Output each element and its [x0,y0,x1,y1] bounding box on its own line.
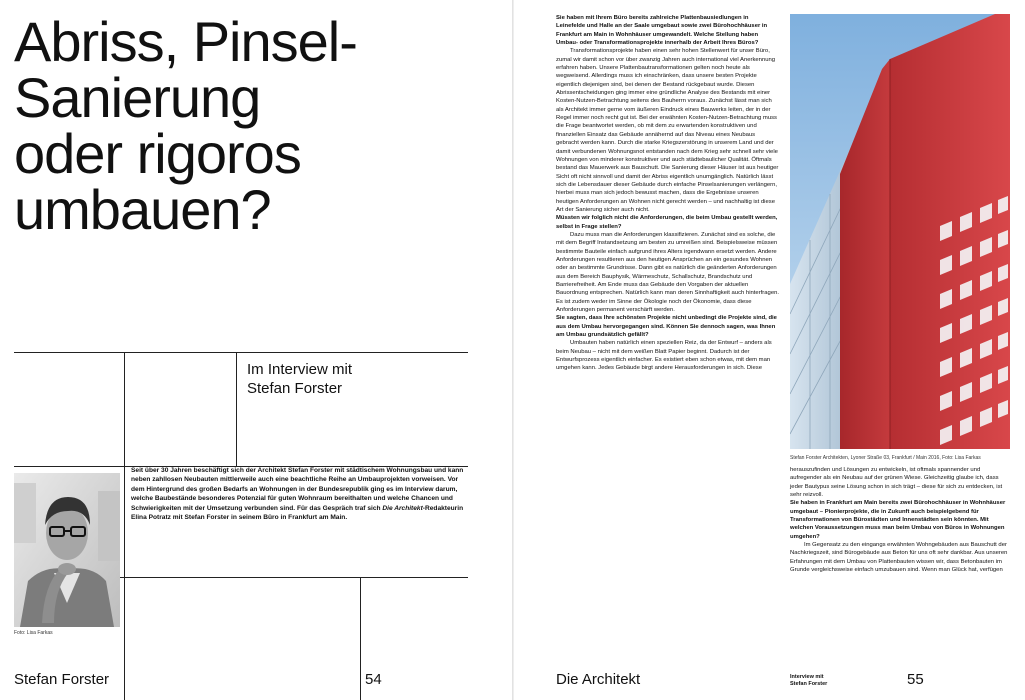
article-column-2 [790,466,1010,574]
interview-label [247,360,457,398]
page-number-left: 54 [365,671,382,688]
interview-label-line-2: Stefan Forster [247,380,343,397]
interview-answer: Umbauten haben natürlich einen speziellen Reiz, da der Entwurf – anders als beim Neubau – nicht mit dem weißen Blatt Papier beginnt. Dadurch ist der Entwurfsprozess eigentlich einfacher. Es existiert eben schon etwas, mit dem man umgehen kann. Jedes Gebäude birgt andere Herausforderungen in sich. Diese [556,340,772,372]
headline-line-2: Sanierung [14,66,261,129]
footer-magazine: Die Architekt [556,671,641,688]
footer-interview [790,674,827,687]
interview-label-line-1: Im Interview mit [247,361,353,378]
article-column-1 [556,14,779,373]
headline-line-3: oder rigoros [14,122,301,185]
footer-interview-line-2: Stefan Forster [790,680,828,687]
grid-rule-left [124,352,125,700]
headline-line-4: umbauen? [14,178,271,241]
interview-answer: Dazu muss man die Anforderungen klassifizieren. Zunächst sind es solche, die mit dem Begriff Instandsetzung am besten zu umreißen sind. Beispielsweise müssen bestimmte Bauteile einfach aufgrund ihres Alters irgendwann ersetzt werden. Andere Anforderungen resultieren aus den heutigen Ansprüchen an ein gesundes Wohnen oder an bestimmte Grundrisse. Dann gibt es natürlich die geänderten Anforderungen aus dem Bereich Bauphysik, Wärmeschutz, Schallschutz, Brandschutz und Barrierefreiheit. Am Ende muss das Gebäude den Vorgaben der aktuellen Bauordnung entsprechen. Natürlich kann man deren Sinnhaftigkeit auch hinterfragen. Es ist zudem weder im Sinne der Ökologie noch der Ökonomie, dass diese Anforderungen permanent verschärft werden. [556,231,780,314]
interview-answer: Transformationsprojekte haben einen sehr hohen Stellenwert für unser Büro, zumal wir damit schon vor über zwanzig Jahren auch international viel Anerkennung erfahren haben. Unsere Plattenbautransformationen gelten noch heute als wegweisend. Allerdings muss ich einschränken, dass unsere besten Projekte eigentlich diejenigen sind, bei denen der Bestand rückgebaut wurde. Diesen Abrissentscheidungen ging immer eine gründliche Analyse des Bestands mit einer Kosten-Nutzen-Betrachtung seitens des Bauherrn voraus. Zunächst lässt man sich als Architekt immer gerne vom äußeren Eindruck eines Bauwerks leiten, der in der Regel immer noch recht gut ist. Bei der erwähnten Kosten-Nutzen-Betrachtung muss die Frage beantwortet werden, ob mit dem zu erwartenden konstruktiven und finanziellen Einsatz das Gebäude annähernd auf das Niveau eines Neubaus gebracht werden kann. Durch die starke Kriegszerstörung in unserem Land und der damit verbundenen Wohnungsnot entstanden nach dem Krieg sehr schnell sehr viele Wohnungen von minderer konstruktiver und auch städtebaulicher Qualität. Öftmals bestand das Mauerwerk aus Bauschutt. Die Sanierung dieser Häuser ist aus heutiger Sicht oft nicht sinnvoll und damit der Abriss eigentlich unumgänglich. Natürlich lässt sich die Lebensdauer dieser Gebäude durch einfache Pinselsanierungen verlängern, hierbei muss man sich jedoch bewusst machen, dass die Ergebnisse unseren heutigen Anforderungen an Wohnen nicht gerecht werden – und nachhaltig ist diese Art der Sanierung sicher auch nicht. [556,48,779,213]
interview-answer: herauszufinden und Lösungen zu entwickeln, ist oftmals spannender und aufregender als ein Neubau auf der grünen Wiese. Gleichzeitig glaube ich, dass jeder Bautypus seine Lösung schon in sich trägt – diese für sich zu entdecken, ist sehr reizvoll. [790,467,1003,499]
page-gutter [512,0,514,700]
page-number-right: 55 [907,671,924,688]
footer-name: Stefan Forster [14,671,110,688]
interview-question: Sie haben in Frankfurt am Main bereits zwei Bürohochhäuser in Wohnhäuser umgebaut – Pionierprojekte, die in Zukunft auch beispielgebend für Transformationen von Bürostädten und Innenstädten sein könnten. Mit welchen Voraussetzungen muss man beim Umbau von Büros in Wohnungen umgehen? [790,500,1006,540]
photo-caption: Stefan Forster Architekten, Lyoner Straße 03, Frankfurt / Main 2016, Foto: Lisa Farkas [790,455,981,461]
intro-text-part-1: Seit über 30 Jahren beschäftigt sich der Architekt Stefan Forster mit städtischem Wohnungsbau und kann neben zahllosen Neubauten mittlerweile auch eine beachtliche Reihe an Umbauprojekten vorweisen. Vor dem Hintergrund des großen Bedarfs an Wohnungen in der Bundesrepublik ging es im Interview darum, welche Baubestände besonderes Potenzial für guten Wohnraum bereithalten und welche Chancen und Schwierigkeiten mit der Umsetzung verbunden sind. Für das Gespräch traf sich [131,467,464,512]
building-photo [790,14,1010,449]
interview-answer: Im Gegensatz zu den eingangs erwähnten Wohngebäuden aus Bauschutt der Nachkriegszeit, sind Bürogebäude aus Beton für uns oft sehr dankbar. Aus unseren Erfahrungen mit dem Umbau von Plattenbauten wissen wir, dass Betonbauten im Grunde vergleichsweise einfach umzubauen sind. Wenn man Glück hat, verfügen [790,542,1008,574]
portrait-photo [14,473,120,627]
grid-rule-top [14,352,468,353]
intro-text-part-2: -Redakteurin Elina Potratz mit Stefan Forster in seinem Büro in Frankfurt am Main. [131,504,464,522]
interview-question: Sie sagten, dass Ihre schönsten Projekte nicht unbedingt die Projekte sind, die aus dem Umbau hervorgegangen sind. Können Sie dennoch sagen, was Ihnen am Umbau grundsätzlich gefällt? [556,315,777,339]
interview-question: Sie haben mit Ihrem Büro bereits zahlreiche Plattenbausiedlungen in Leinefelde und Halle an der Saale umgebaut sowie zwei Bürohochhäuser in Frankfurt am Main in Wohnhäuser umgewandelt. Welche Stellung haben Umbau- oder Transformationsprojekte innerhalb der Arbeit Ihres Büros? [556,15,768,47]
footer-interview-line-1: Interview mit [790,674,824,680]
headline-line-1: Abriss, Pinsel- [14,10,357,73]
intro-text [131,466,467,522]
grid-rule-center [236,352,237,466]
grid-rule-right [360,577,361,700]
photo-credit: Foto: Lisa Farkas [14,630,53,636]
intro-text-magazine: Die Architekt [382,504,423,512]
interview-question: Müssten wir folglich nicht die Anforderungen, die beim Umbau gestellt werden, selbst in Frage stellen? [556,215,778,230]
headline [14,10,357,241]
